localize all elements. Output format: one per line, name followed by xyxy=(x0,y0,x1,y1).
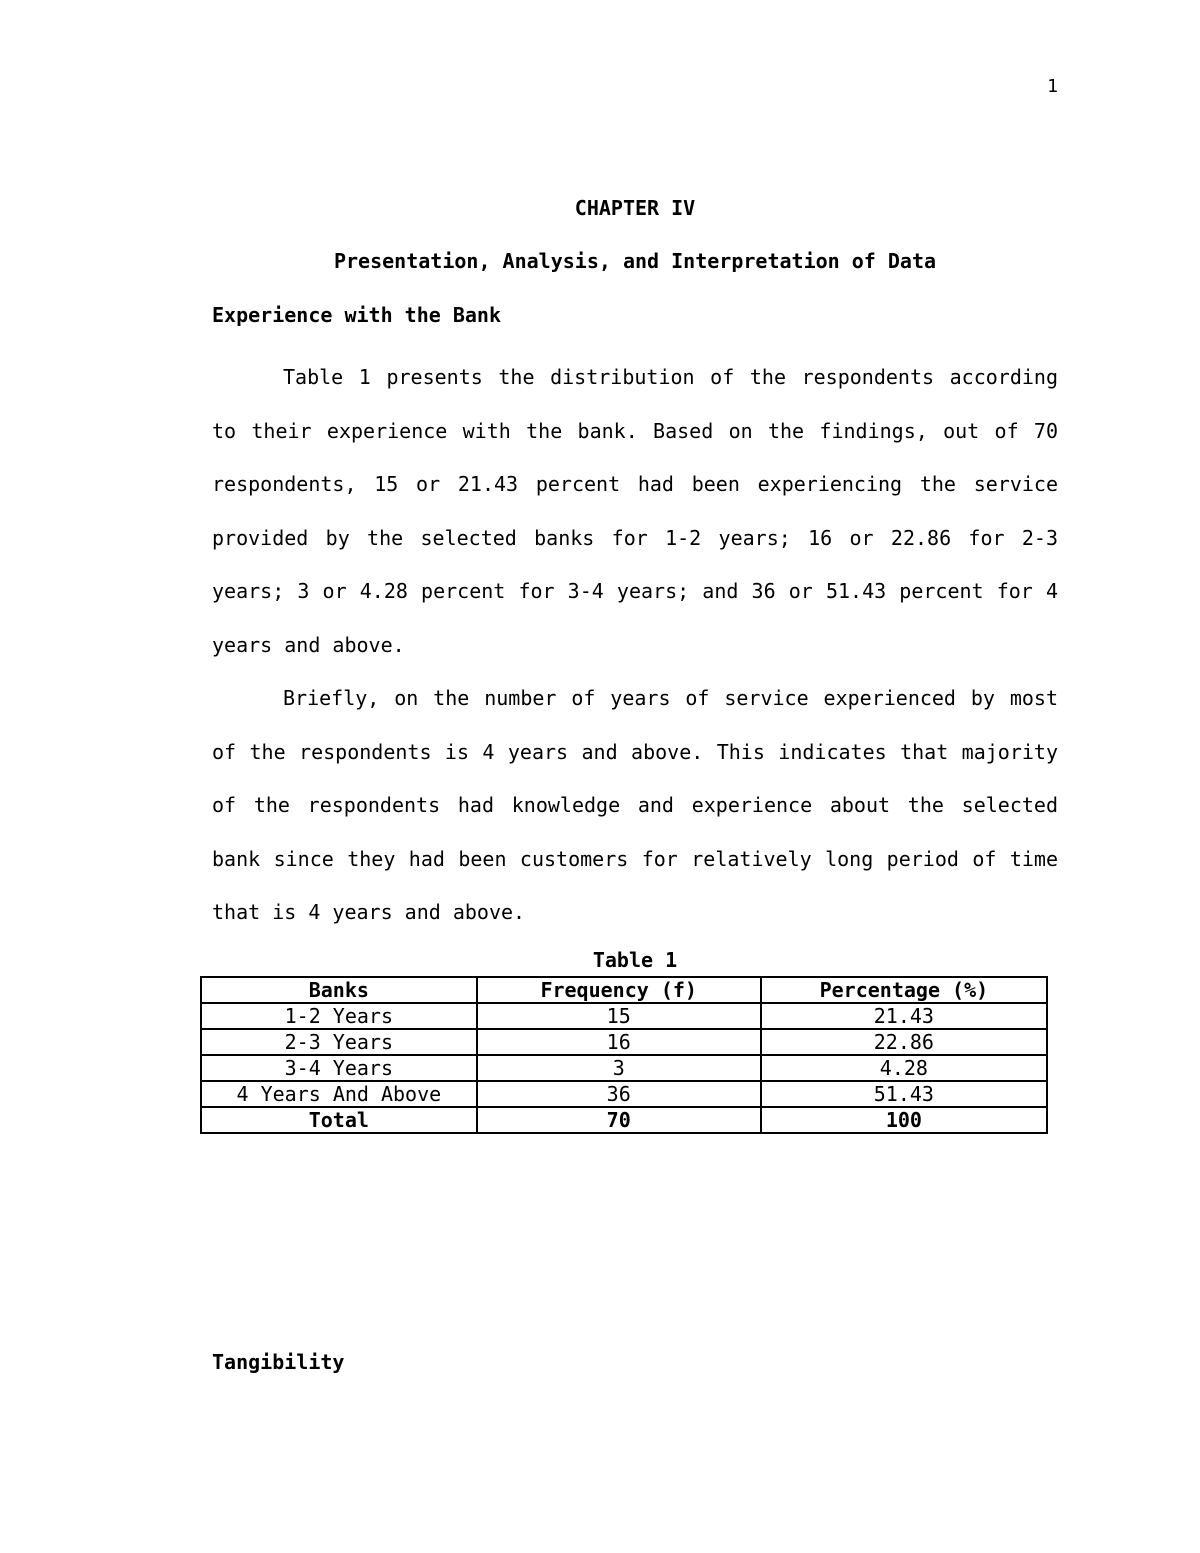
total-label: Total xyxy=(201,1107,477,1133)
experience-table xyxy=(200,976,1048,1134)
header-frequency: Frequency (f) xyxy=(477,977,761,1003)
header-banks: Banks xyxy=(201,977,477,1003)
cell-percentage: 22.86 xyxy=(761,1029,1047,1055)
paragraph-2: Briefly, on the number of years of service experienced by most of the respondents is 4 years and above. This indicates that majority of the respondents had knowledge and experience about the selected bank since they had been customers for relatively long period of time that is 4 years and above. xyxy=(212,686,1058,924)
cell-frequency: 3 xyxy=(477,1055,761,1081)
next-section-heading: Tangibility xyxy=(212,1350,345,1374)
cell-percentage: 4.28 xyxy=(761,1055,1047,1081)
cell-banks: 3-4 Years xyxy=(201,1055,477,1081)
chapter-subtitle: Presentation, Analysis, and Interpretation of Data xyxy=(333,249,937,273)
cell-frequency: 36 xyxy=(477,1081,761,1107)
section-heading: Experience with the Bank xyxy=(212,303,501,327)
total-percentage: 100 xyxy=(761,1107,1047,1133)
cell-banks: 2-3 Years xyxy=(201,1029,477,1055)
table-row xyxy=(201,1081,1047,1107)
cell-banks: 4 Years And Above xyxy=(201,1081,477,1107)
total-frequency: 70 xyxy=(477,1107,761,1133)
cell-percentage: 51.43 xyxy=(761,1081,1047,1107)
header-percentage: Percentage (%) xyxy=(761,977,1047,1003)
table-total-row xyxy=(201,1107,1047,1133)
chapter-title: CHAPTER IV xyxy=(574,196,696,220)
table-header-row xyxy=(201,977,1047,1003)
page-content xyxy=(212,190,1058,1134)
table-row xyxy=(201,1003,1047,1029)
table-row xyxy=(201,1055,1047,1081)
table-caption: Table 1 xyxy=(592,947,678,972)
page-number: 1 xyxy=(1047,76,1058,97)
paragraph-1: Table 1 presents the distribution of the respondents according to their experience with the bank. Based on the findings, out of 70 respondents, 15 or 21.43 percent had been experiencing the service provided by the selected banks for 1-2 years; 16 or 22.86 for 2-3 years; 3 or 4.28 percent for 3-4 years; and 36 or 51.43 percent for 4 years and above. xyxy=(212,365,1058,657)
cell-percentage: 21.43 xyxy=(761,1003,1047,1029)
cell-frequency: 15 xyxy=(477,1003,761,1029)
table-row xyxy=(201,1029,1047,1055)
cell-frequency: 16 xyxy=(477,1029,761,1055)
cell-banks: 1-2 Years xyxy=(201,1003,477,1029)
